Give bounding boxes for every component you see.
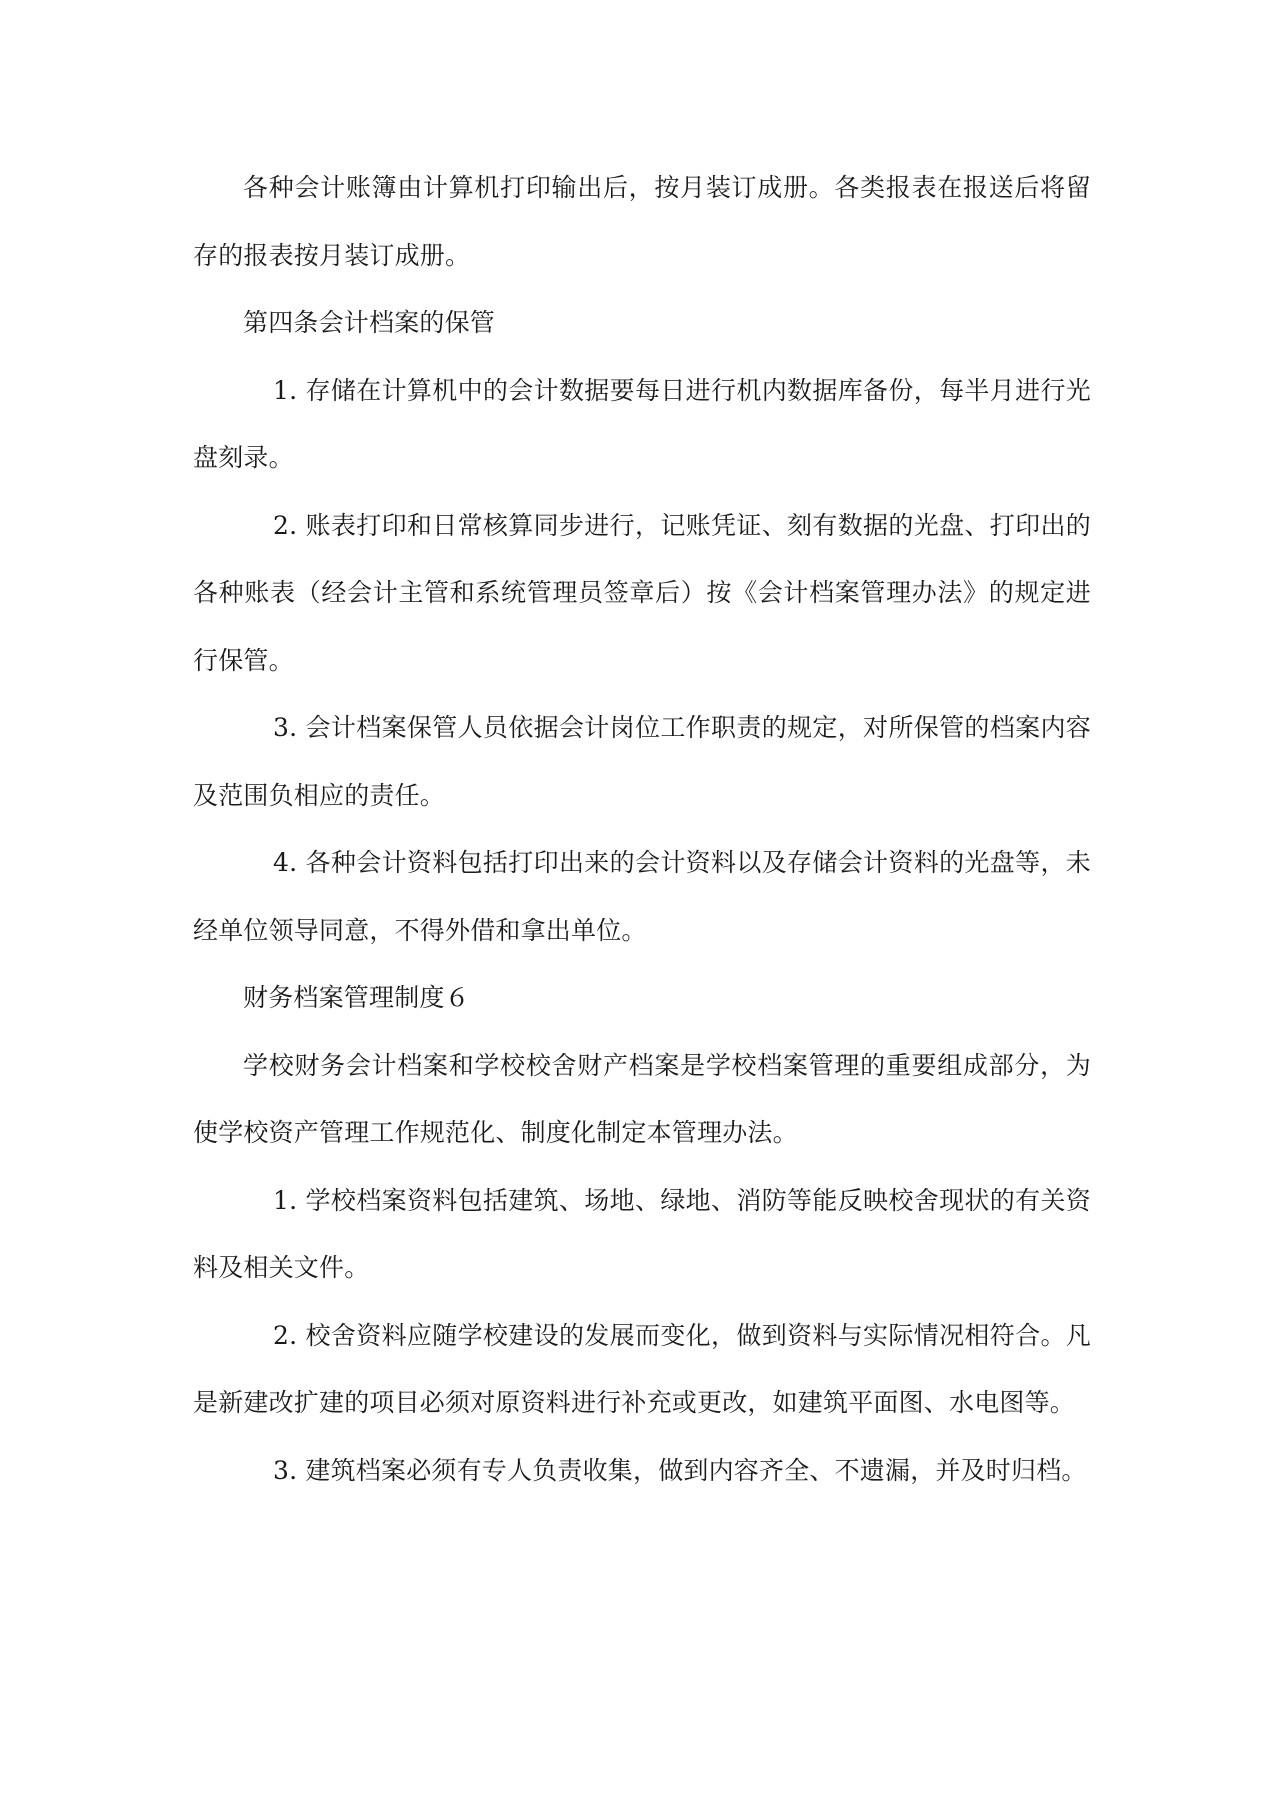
list-item: 4. 各种会计资料包括打印出来的会计资料以及存储会计资料的光盘等，未经单位领导同意，不得外借和拿出单位。 (193, 848, 1091, 945)
list-item: 3. 会计档案保管人员依据会计岗位工作职责的规定，对所保管的档案内容及范围负相应的责任。 (193, 713, 1091, 810)
paragraph-ledger-binding: 各种会计账簿由计算机打印输出后，按月装订成册。各类报表在报送后将留存的报表按月装订成册。 (193, 173, 1091, 270)
paragraph-intro: 学校财务会计档案和学校校舍财产档案是学校档案管理的重要组成部分，为使学校资产管理工作规范化、制度化制定本管理办法。 (193, 1050, 1091, 1147)
section-heading-system-6: 财务档案管理制度６ (243, 983, 470, 1012)
list-item: 3. 建筑档案必须有专人负责收集，做到内容齐全、不遗漏，并及时归档。 (273, 1455, 1087, 1485)
list-item: 2. 账表打印和日常核算同步进行，记账凭证、刻有数据的光盘、打印出的各种账表（经会计主管和系统管理员签章后）按《会计档案管理办法》的规定进行保管。 (193, 510, 1091, 675)
list-item: 1. 存储在计算机中的会计数据要每日进行机内数据库备份，每半月进行光盘刻录。 (193, 375, 1091, 472)
list-item: 1. 学校档案资料包括建筑、场地、绿地、消防等能反映校舍现状的有关资料及相关文件。 (193, 1185, 1091, 1282)
list-item: 2. 校舍资料应随学校建设的发展而变化，做到资料与实际情况相符合。凡是新建改扩建的项目必须对原资料进行补充或更改，如建筑平面图、水电图等。 (193, 1320, 1091, 1417)
section-heading-article-4: 第四条会计档案的保管 (243, 308, 496, 337)
document-body (193, 154, 1091, 1504)
